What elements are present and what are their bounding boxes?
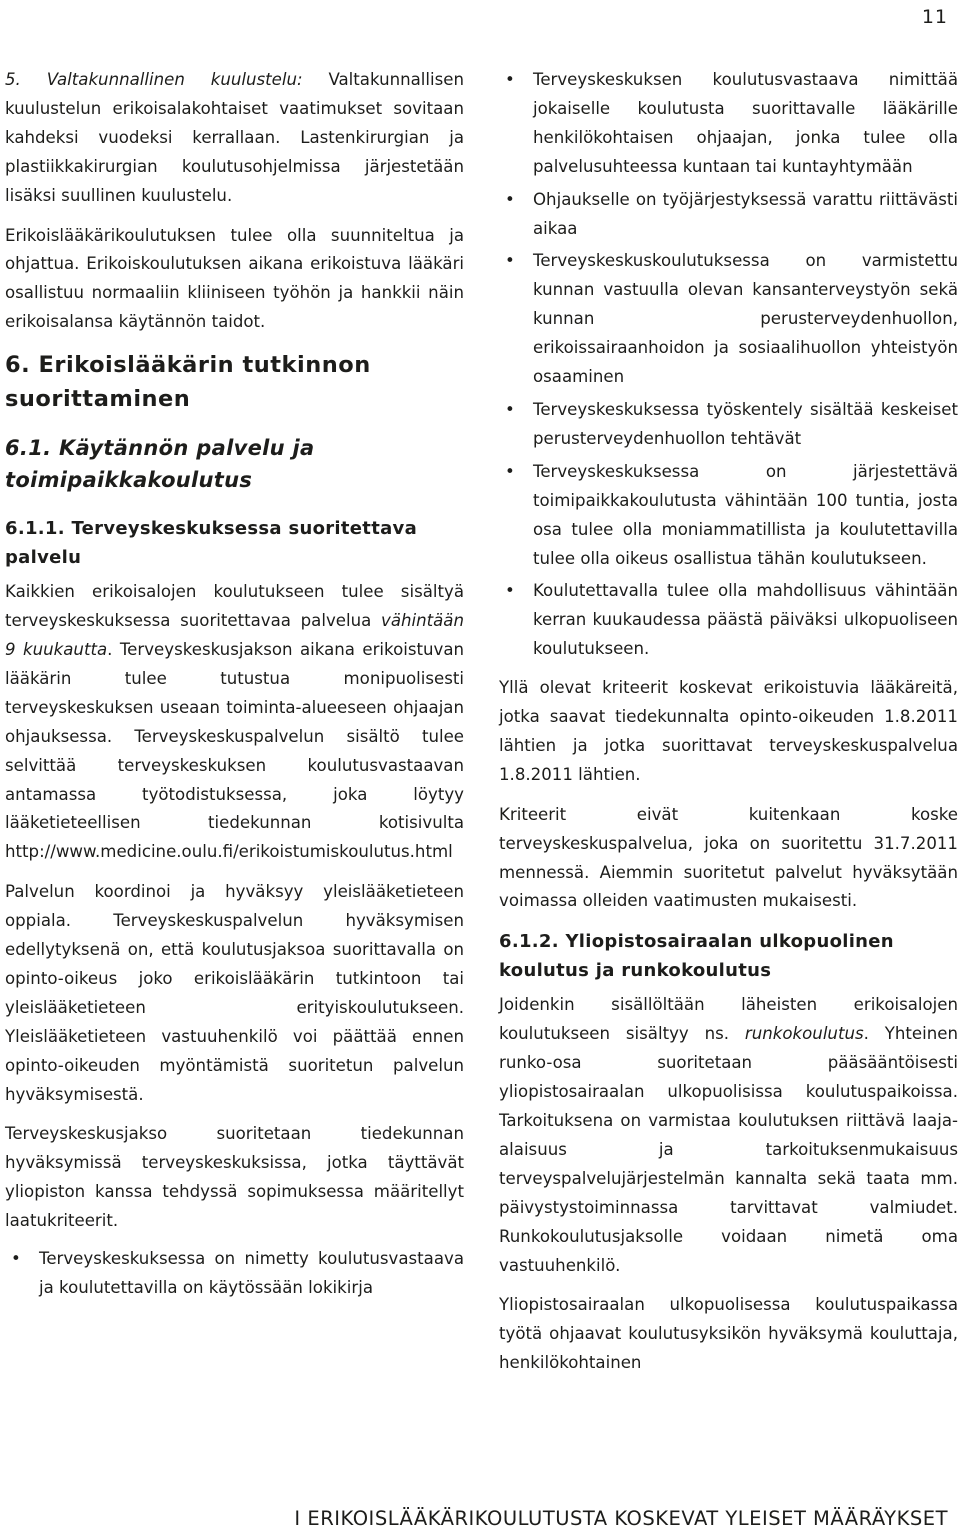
list-item-text: Terveyskeskuksessa työskentely sisältää keskeiset perusterveydenhuollon tehtävät xyxy=(533,399,958,448)
list-item xyxy=(499,577,958,664)
page-number: 11 xyxy=(921,6,948,28)
all-specialties-text-a: Kaikkien erikoisalojen koulutukseen tulee sisältyä terveyskeskuksessa suoritettavaa palvelua xyxy=(5,582,464,631)
list-item xyxy=(499,186,958,244)
list-item-text: Terveyskeskuksen koulutusvastaava nimittää jokaiselle koulutusta suorittavalle lääkärille henkilökohtaisen ohjaajan, jonka tulee olla palvelusuhteessa kuntaan tai kuntayhtymään xyxy=(533,70,958,176)
all-specialties-paragraph xyxy=(5,578,464,867)
section-6-heading: 6. Erikoislääkärin tutkinnon suorittaminen xyxy=(5,352,371,413)
list-item xyxy=(499,247,958,392)
list-item xyxy=(499,66,958,182)
bullet-icon: • xyxy=(11,1249,21,1269)
core-training-text-b: . Yhteinen runko-osa suoritetaan pääsääntöisesti yliopistosairaalan ulkopuolisissa koulutuspaikoissa. Tarkoituksena on varmistaa koulutuksen riittävä laaja-alaisuus ja tarkoituksenmukaisuus terveyspalvelujärjestelmän kannalta sekä taata mm. päivystystoiminnassa tarvittavat valmiudet. Runkokoulutusjaksolle voidaan nimetä oma vastuuhenkilö. xyxy=(499,1024,958,1275)
section-6-1-2-heading: 6.1.2. Yliopistosairaalan ulkopuolinen koulutus ja runkokoulutus xyxy=(499,931,894,982)
list-item-text: Ohjaukselle on työjärjestyksessä varattu riittävästi aikaa xyxy=(533,189,958,238)
section-6-1-1-heading: 6.1.1. Terveyskeskuksessa suoritettava palvelu xyxy=(5,518,418,569)
right-column xyxy=(499,66,958,1389)
list-item xyxy=(499,458,958,574)
bullet-icon: • xyxy=(505,189,515,209)
list-item-text: Koulutettavalla tulee olla mahdollisuus vähintään kerran kuukaudessa päästä päiväksi ulkopuoliseen koulutukseen. xyxy=(533,581,958,659)
training-sites-paragraph: Yliopistosairaalan ulkopuolisessa koulutuspaikassa työtä ohjaavat koulutusyksikön hyväksymä kouluttaja, henkilökohtainen xyxy=(499,1295,958,1373)
list-item xyxy=(5,1245,464,1303)
bullet-icon: • xyxy=(505,581,515,601)
list-item-text: Terveyskeskuksessa on järjestettävä toimipaikkakoulutusta vähintään 100 tuntia, josta osa tulee olla moniammatillista ja koulutettavilla tulee olla oikeus osallistua tähän koulutukseen. xyxy=(533,461,958,568)
period-paragraph: Terveyskeskusjakso suoritetaan tiedekunnan hyväksymissä terveyskeskuksissa, jotka täyttävät yliopiston kanssa tehdyssä sopimuksessa määritellyt laatukriteerit. xyxy=(5,1124,464,1231)
criteria-paragraph: Yllä olevat kriteerit koskevat erikoistuvia lääkäreitä, jotka saavat tiedekunnalta opinto-oikeuden 1.8.2011 lähtien ja jotka suorittavat terveyskeskuspalvelua 1.8.2011 lähtien. xyxy=(499,678,958,784)
item-5-paragraph xyxy=(5,66,464,211)
planning-paragraph: Erikoislääkärikoulutuksen tulee olla suunniteltua ja ohjattua. Erikoiskoulutuksen aikana erikoistuva lääkäri osallistuu normaaliin kliiniseen työhön ja hankkii näin erikoisalansa käytännön taidot. xyxy=(5,225,464,332)
item-5-text: Valtakunnallisen kuulustelun erikoisalakohtaiset vaatimukset sovitaan kahdeksi vuodeksi kerrallaan. Lastenkirurgian ja plastiikkakirurgian koulutusohjelmissa järjestetään lisäksi suullinen kuulustelu. xyxy=(5,70,464,205)
core-training-emphasis: runkokoulutus xyxy=(744,1024,864,1044)
list-item-text: Terveyskeskuksessa on nimetty koulutusvastaava ja koulutettavilla on käytössään lokikirja xyxy=(39,1249,464,1297)
section-6-1-heading: 6.1. Käytännön palvelu ja toimipaikkakoulutus xyxy=(5,436,315,493)
item-5-label: 5. Valtakunnallinen kuulustelu: xyxy=(5,70,303,89)
list-item-text: Terveyskeskuskoulutuksessa on varmistettu kunnan vastuulla olevan kansanterveystyön sekä kunnan perusterveydenhuollon, erikoissairaanhoidon ja sosiaalihuollon yhteistyön osaaminen xyxy=(533,251,958,387)
all-specialties-text-b: . Terveyskeskusjakson aikana erikoistuvan lääkärin tulee tutustua monipuolisesti terveyskeskuksen useaan toiminta-alueeseen ohjaajan ohjauksessa. Terveyskeskuspalvelun sisältö tulee selvittää terveyskeskuksen koulutusvastaavan antamassa työtodistuksessa, joka löytyy lääketieteellisen tiedekunnan kotisivulta http://www.medicine.oulu.fi/erikoistumiskoulutus.html xyxy=(5,639,465,862)
list-item xyxy=(499,396,958,454)
core-training-text-a: Joidenkin sisällöltään läheisten erikoisalojen koulutukseen sisältyy ns. xyxy=(499,995,958,1044)
criteria-exception-paragraph: Kriteerit eivät kuitenkaan koske terveyskeskuspalvelua, joka on suoritettu 31.7.2011 mennessä. Aiemmin suoritetut palvelut hyväksytään voimassa olleiden vaatimusten mukaisesti. xyxy=(499,804,958,911)
left-bullet-list xyxy=(5,1245,464,1303)
running-footer: I ERIKOISLÄÄKÄRIKOULUTUSTA KOSKEVAT YLEISET MÄÄRÄYKSET xyxy=(294,1507,948,1530)
bullet-icon: • xyxy=(505,70,515,89)
core-training-paragraph xyxy=(499,991,958,1280)
bullet-icon: • xyxy=(505,461,515,481)
bullet-icon: • xyxy=(505,251,515,271)
right-bullet-list xyxy=(499,66,958,664)
left-column xyxy=(5,66,464,1313)
coordination-paragraph: Palvelun koordinoi ja hyväksyy yleislääketieteen oppiala. Terveyskeskuspalvelun hyväksymisen edellytyksenä on, että koulutusjaksoa suorittavalla on opinto-oikeus joko erikoislääkärin tutkintoon tai yleislääketieteen erityiskoulutukseen. Yleislääketieteen vastuuhenkilö voi päättää ennen opinto-oikeuden myöntämistä suoritetun palvelun hyväksymisestä. xyxy=(5,882,464,1104)
all-specialties-emphasis: vähintään 9 kuukautta xyxy=(5,611,464,659)
bullet-icon: • xyxy=(505,399,515,419)
